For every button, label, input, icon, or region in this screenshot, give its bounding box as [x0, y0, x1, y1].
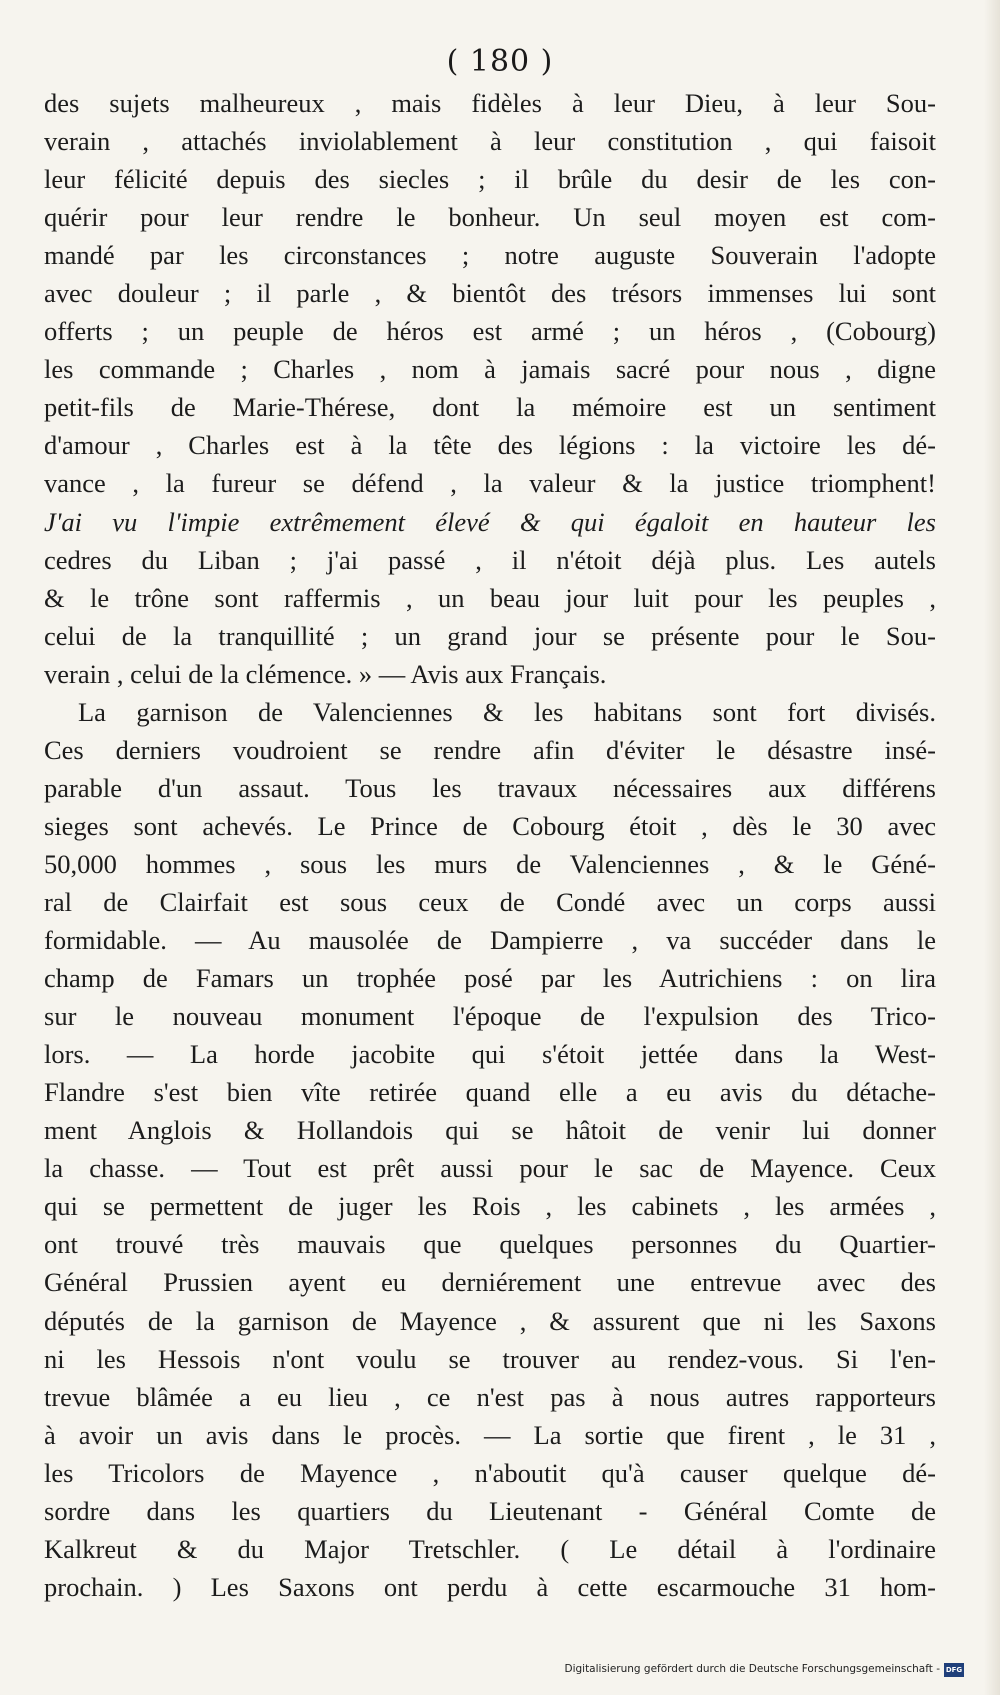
- text-line-25: sur le nouveau monument l'époque de l'expulsion des Trico-: [44, 1001, 936, 1032]
- text-line-12: J'ai vu l'impie extrêmement élevé & qui égaloit en hauteur les: [44, 506, 936, 537]
- text-line-34: ni les Hessois n'ont voulu se trouver au rendez-vous. Si l'en-: [44, 1343, 936, 1374]
- text-line-5: mandé par les circonstances ; notre auguste Souverain l'adopte: [44, 240, 936, 271]
- text-line-39: Kalkreut & du Major Tretschler. ( Le détail à l'ordinaire: [44, 1533, 936, 1564]
- text-line-15: celui de la tranquillité ; un grand jour se présente pour le Sou-: [44, 620, 936, 651]
- text-line-9: petit-fils de Marie-Thérese, dont la mémoire est un sentiment: [44, 392, 936, 423]
- text-line-27: Flandre s'est bien vîte retirée quand elle a eu avis du détache-: [44, 1077, 936, 1108]
- text-line-23: formidable. — Au mausolée de Dampierre , va succéder dans le: [44, 925, 936, 956]
- text-line-36: à avoir un avis dans le procès. — La sortie que firent , le 31 ,: [44, 1419, 936, 1450]
- digitization-credit: Digitalisierung gefördert durch die Deutsche Forschungsgemeinschaft -: [564, 1663, 940, 1675]
- text-line-6: avec douleur ; il parle , & bientôt des trésors immenses lui sont: [44, 278, 936, 309]
- text-line-22: ral de Clairfait est sous ceux de Condé avec un corps aussi: [44, 886, 936, 917]
- text-line-16: verain , celui de la clémence. » — Avis aux Français.: [44, 658, 607, 689]
- page-number: ( 180 ): [446, 44, 554, 79]
- body-text: [44, 84, 936, 1606]
- text-line-30: qui se permettent de juger les Rois , les cabinets , les armées ,: [44, 1191, 936, 1222]
- text-line-7: offerts ; un peuple de héros est armé ; un héros , (Cobourg): [44, 316, 936, 347]
- text-line-3: leur félicité depuis des siecles ; il brûle du desir de les con-: [44, 164, 936, 195]
- text-line-33: députés de la garnison de Mayence , & assurent que ni les Saxons: [44, 1305, 936, 1336]
- text-line-21: 50,000 hommes , sous les murs de Valenciennes , & le Géné-: [44, 848, 936, 879]
- text-line-19: parable d'un assaut. Tous les travaux nécessaires aux différens: [44, 772, 936, 803]
- text-line-18: Ces derniers voudroient se rendre afin d'éviter le désastre insé-: [44, 734, 936, 765]
- text-line-31: ont trouvé très mauvais que quelques personnes du Quartier-: [44, 1229, 936, 1260]
- text-line-4: quérir pour leur rendre le bonheur. Un seul moyen est com-: [44, 202, 936, 233]
- text-line-37: les Tricolors de Mayence , n'aboutit qu'à causer quelque dé-: [44, 1457, 936, 1488]
- text-line-8: les commande ; Charles , nom à jamais sacré pour nous , digne: [44, 354, 936, 385]
- text-line-14: & le trône sont raffermis , un beau jour luit pour les peuples ,: [44, 582, 936, 613]
- text-line-38: sordre dans les quartiers du Lieutenant - Général Comte de: [44, 1495, 936, 1526]
- text-line-40: prochain. ) Les Saxons ont perdu à cette escarmouche 31 hom-: [44, 1571, 936, 1602]
- text-line-28: ment Anglois & Hollandois qui se hâtoit de venir lui donner: [44, 1115, 936, 1146]
- text-line-35: trevue blâmée a eu lieu , ce n'est pas à nous autres rapporteurs: [44, 1381, 936, 1412]
- text-line-2: verain , attachés inviolablement à leur constitution , qui faisoit: [44, 126, 936, 157]
- text-line-24: champ de Famars un trophée posé par les Autrichiens : on lira: [44, 963, 936, 994]
- page-edge-shadow: [984, 0, 1000, 1695]
- text-line-20: sieges sont achevés. Le Prince de Cobourg étoit , dès le 30 avec: [44, 810, 936, 841]
- text-line-26: lors. — La horde jacobite qui s'étoit jettée dans la West-: [44, 1039, 936, 1070]
- text-line-29: la chasse. — Tout est prêt aussi pour le sac de Mayence. Ceux: [44, 1153, 936, 1184]
- text-line-32: Général Prussien ayent eu derniérement une entrevue avec des: [44, 1267, 936, 1298]
- text-line-13: cedres du Liban ; j'ai passé , il n'étoit déjà plus. Les autels: [44, 544, 936, 575]
- text-line-11: vance , la fureur se défend , la valeur & la justice triomphent!: [44, 468, 936, 499]
- text-line-17: La garnison de Valenciennes & les habitans sont fort divisés.: [78, 696, 936, 727]
- text-line-10: d'amour , Charles est à la tête des légions : la victoire les dé-: [44, 430, 936, 461]
- text-line-1: des sujets malheureux , mais fidèles à leur Dieu, à leur Sou-: [44, 88, 936, 118]
- dfg-logo: DFG: [944, 1663, 964, 1677]
